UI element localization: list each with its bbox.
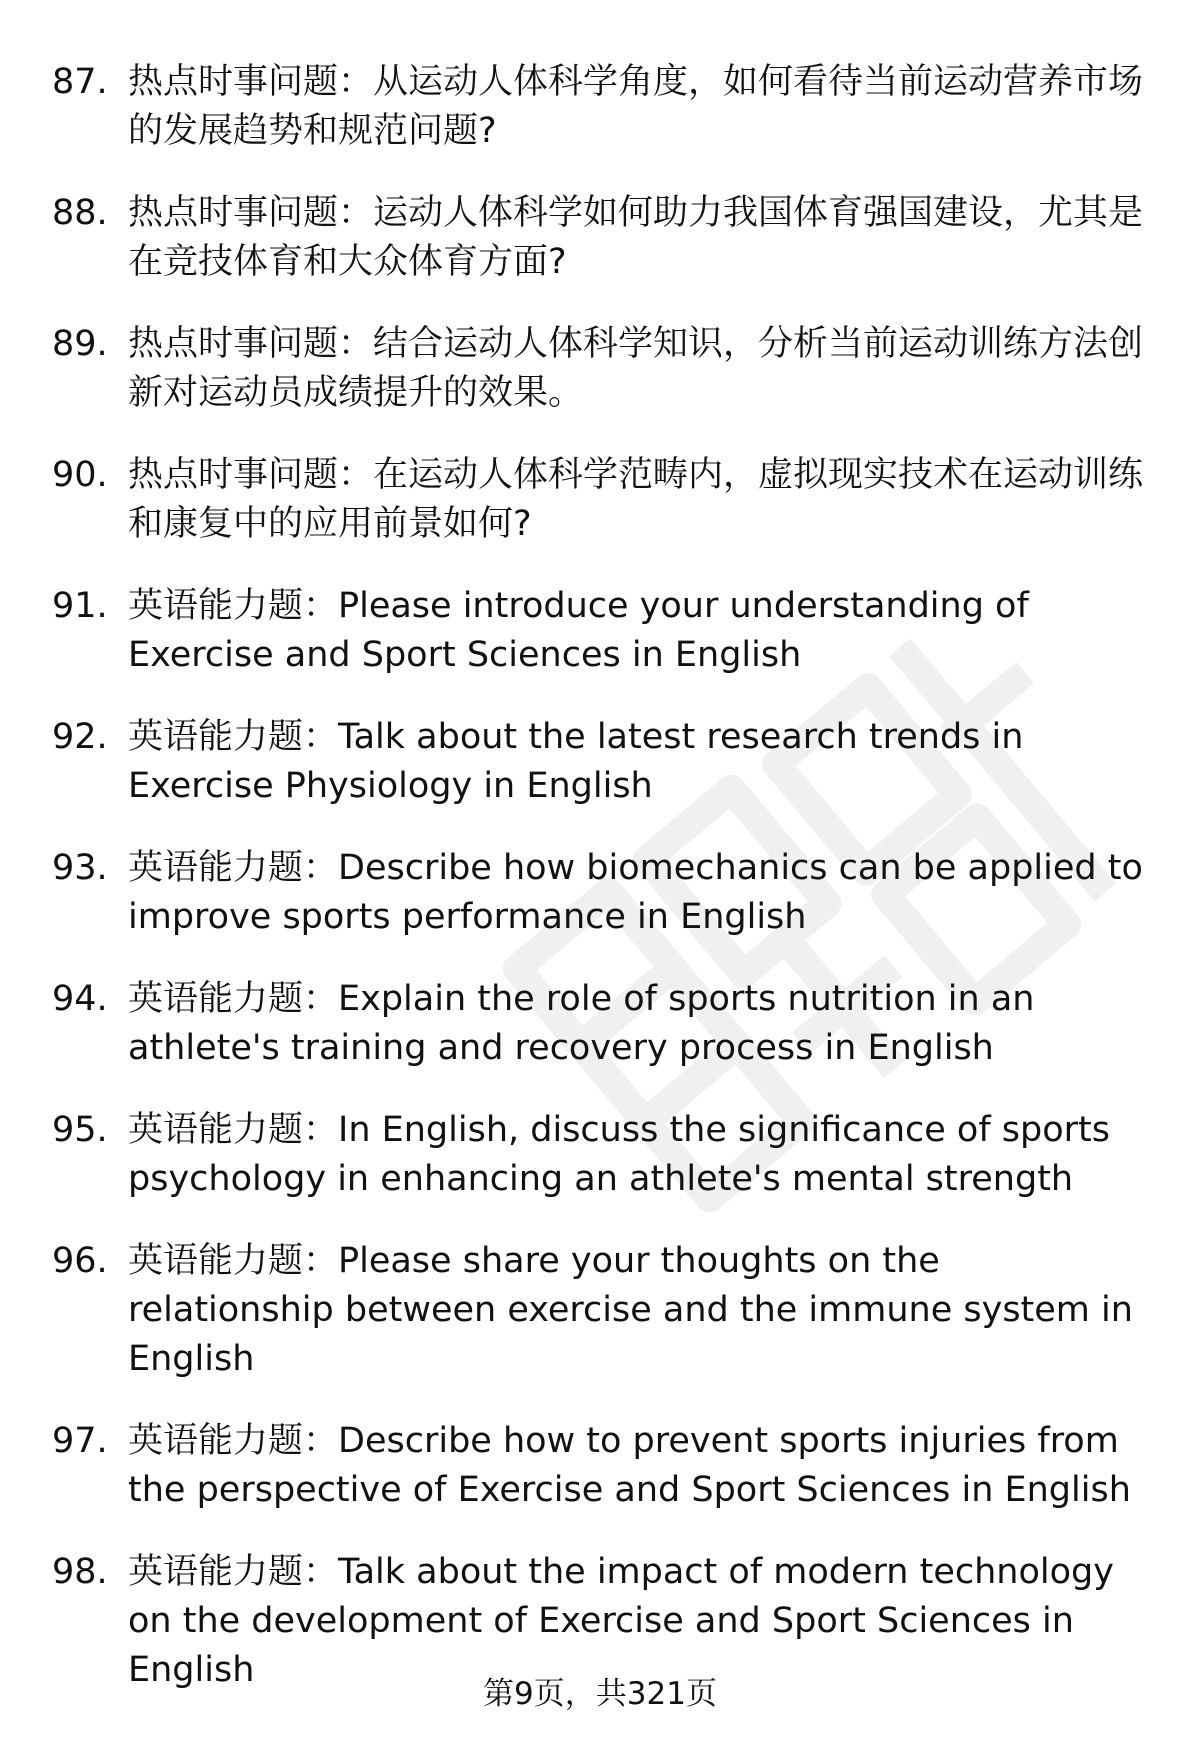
question-number: 87.	[52, 62, 108, 102]
question-item	[52, 189, 1152, 287]
question-item	[52, 320, 1152, 418]
question-text: 英语能力题：In English, discuss the significance of sports psychology in enhancing an athlete's mental strength	[128, 1110, 1111, 1199]
question-text: 热点时事问题：从运动人体科学角度，如何看待当前运动营养市场的发展趋势和规范问题?	[128, 62, 1144, 151]
question-text: 热点时事问题：结合运动人体科学知识，分析当前运动训练方法创新对运动员成绩提升的效果。	[128, 324, 1144, 413]
question-number: 93.	[52, 848, 108, 888]
question-number: 89.	[52, 324, 108, 364]
question-text: 英语能力题：Explain the role of sports nutrition in an athlete's training and recovery process in English	[128, 979, 1035, 1068]
question-item	[52, 844, 1152, 942]
question-text: 热点时事问题：在运动人体科学范畴内，虚拟现实技术在运动训练和康复中的应用前景如何?	[128, 455, 1144, 544]
question-item	[52, 1106, 1152, 1204]
question-list	[52, 58, 1152, 1728]
question-number: 92.	[52, 717, 108, 757]
question-text: 英语能力题：Talk about the latest research trends in Exercise Physiology in English	[128, 717, 1024, 806]
question-text: 英语能力题：Please share your thoughts on the relationship between exercise and the immune system in English	[128, 1241, 1133, 1379]
question-item	[52, 451, 1152, 549]
question-item	[52, 1237, 1152, 1384]
question-number: 97.	[52, 1421, 108, 1461]
question-text: 英语能力题：Describe how to prevent sports injuries from the perspective of Exercise and Sport Sciences in English	[128, 1421, 1131, 1510]
question-item	[52, 58, 1152, 156]
question-number: 90.	[52, 455, 108, 495]
question-number: 88.	[52, 193, 108, 233]
page-number-footer: 第9页，共321页	[483, 1676, 717, 1712]
question-item	[52, 582, 1152, 680]
question-number: 94.	[52, 979, 108, 1019]
question-text: 热点时事问题：运动人体科学如何助力我国体育强国建设，尤其是在竞技体育和大众体育方面?	[128, 193, 1144, 282]
question-number: 95.	[52, 1110, 108, 1150]
question-number: 96.	[52, 1241, 108, 1281]
question-item	[52, 975, 1152, 1073]
question-item	[52, 713, 1152, 811]
question-number: 98.	[52, 1552, 108, 1592]
question-item	[52, 1417, 1152, 1515]
question-text: 英语能力题：Please introduce your understanding of Exercise and Sport Sciences in English	[128, 586, 1029, 675]
question-text: 英语能力题：Describe how biomechanics can be applied to improve sports performance in English	[128, 848, 1143, 937]
question-text: 英语能力题：Talk about the impact of modern technology on the development of Exercise and Sport Sciences in English	[128, 1552, 1114, 1690]
question-number: 91.	[52, 586, 108, 626]
